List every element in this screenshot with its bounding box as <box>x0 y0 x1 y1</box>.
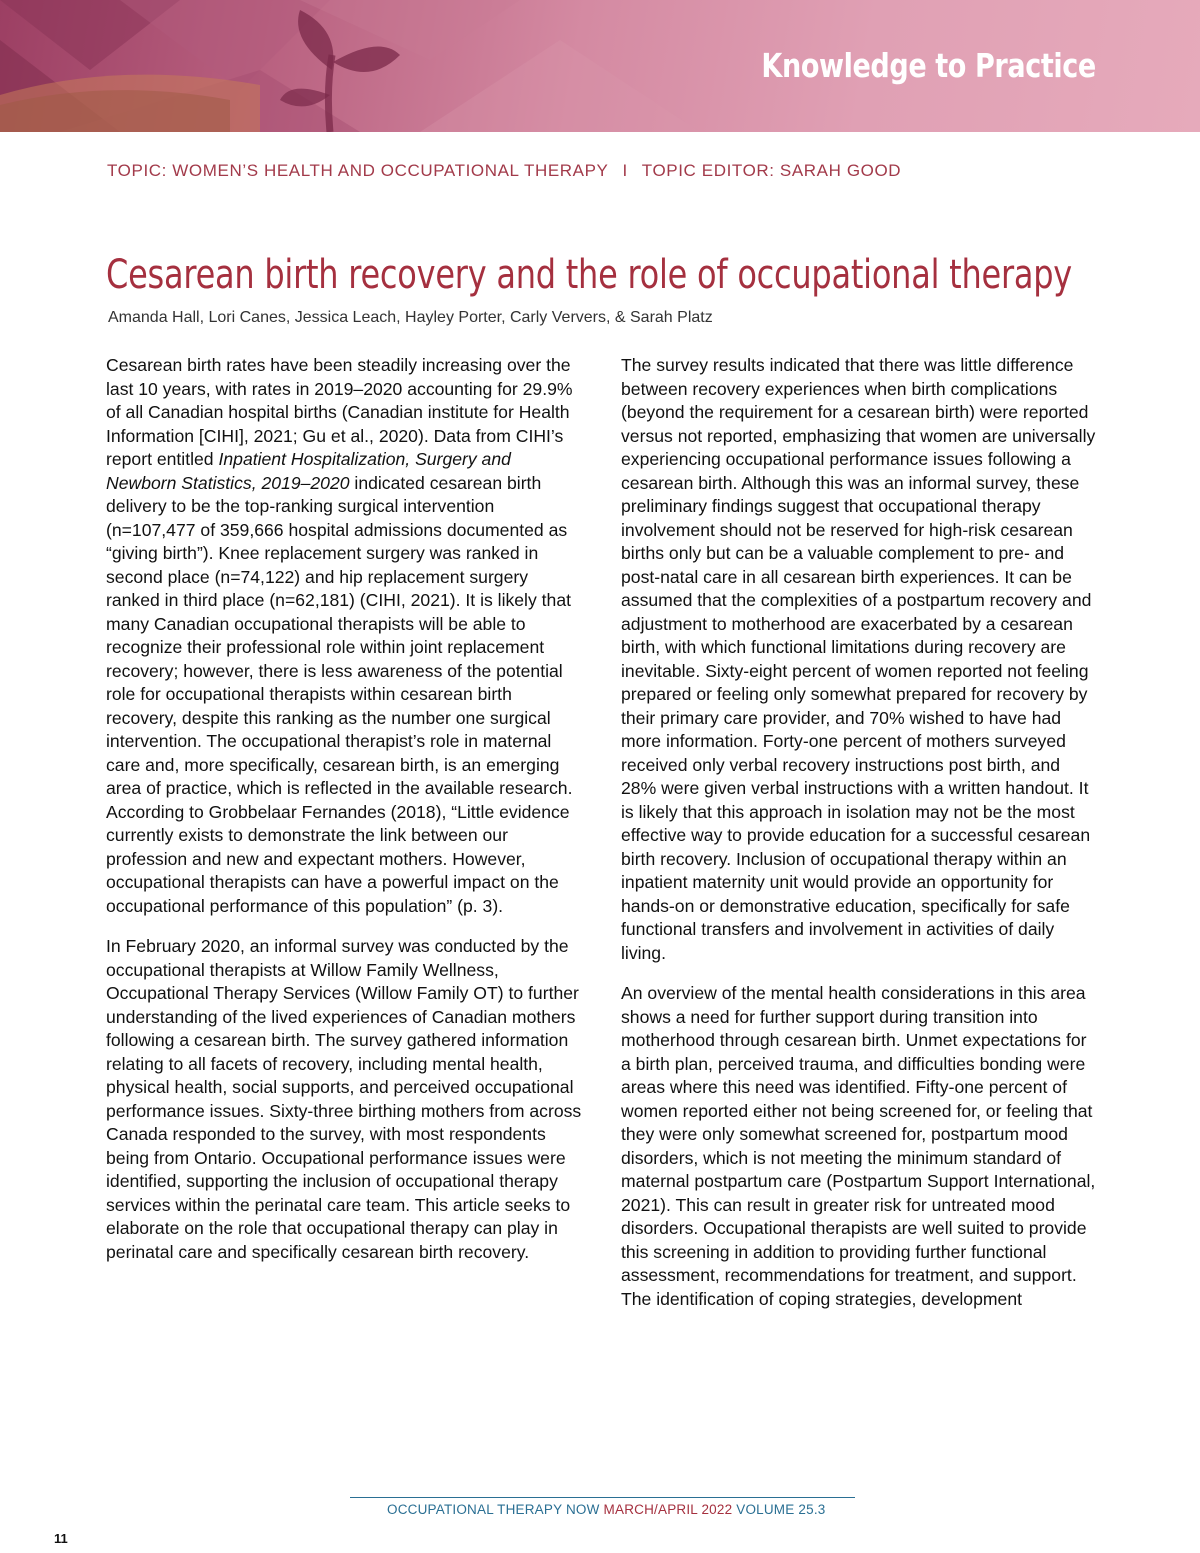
topic-line <box>107 161 901 181</box>
paragraph-survey: In February 2020, an informal survey was conducted by the occupational therapists at Willow Family Wellness, Occupational Therapy Services (Willow Family OT) to further understanding of the lived experiences of Canadian mothers following a cesarean birth. The survey gathered information relating to all facets of recovery, including mental health, physical health, social supports, and perceived occupational performance issues. Sixty-three birthing mothers from across Canada responded to the survey, with most respondents being from Ontario. Occupational performance issues were identified, supporting the inclusion of occupational therapy services within the perinatal care team. This article seeks to elaborate on the role that occupational therapy can play in perinatal care and specifically cesarean birth recovery. <box>106 936 582 1262</box>
report-title: Inpatient Hospitalization, Surgery and Newborn Statistics, 2019–2020 <box>106 449 511 493</box>
topic-editor: TOPIC EDITOR: SARAH GOOD <box>641 161 902 180</box>
page-number: 11 <box>54 1531 68 1546</box>
article-authors: Amanda Hall, Lori Canes, Jessica Leach, Hayley Porter, Carly Ververs, & Sarah Platz <box>108 309 713 326</box>
journal-issue: MARCH/APRIL 2022 <box>603 1502 733 1517</box>
section-label: Knowledge to Practice <box>761 46 1096 85</box>
paragraph-results: The survey results indicated that there was little difference between recovery experiences when birth complications (beyond the requirement for a cesarean birth) were reported versus not reported, emphasizing that women are universally experiencing occupational performance issues following a cesarean birth. Although this was an informal survey, these preliminary findings suggest that occupational therapy involvement should not be reserved for high-risk cesarean births only but can be a valuable complement to pre- and post-natal care in all cesarean birth experiences. It can be assumed that the complexities of a postpartum recovery and adjustment to motherhood are exacerbated by a cesarean birth, with which functional limitations during recovery are inevitable. Sixty-eight percent of women reported not feeling prepared or feeling only somewhat prepared for recovery by their primary care provider, and 70% wished to have had more information. Forty-one percent of mothers surveyed received only verbal recovery instructions post birth, and 28% were given verbal instructions with a written handout. It is likely that this approach in isolation may not be the most effective way to provide education for a successful cesarean birth recovery. Inclusion of occupational therapy within an inpatient maternity unit would provide an opportunity for hands-on or demonstrative education, specifically for safe functional transfers and involvement in activities of daily living. <box>621 355 1096 963</box>
paragraph-mental-health: An overview of the mental health considerations in this area shows a need for further support during transition into motherhood through cesarean birth. Unmet expectations for a birth plan, perceived trauma, and difficulties bonding were areas where this need was identified. Fifty-one percent of women reported either not being screened for, or feeling that they were only somewhat screened for, postpartum mood disorders, which is not meeting the minimum standard of maternal postpartum care (Postpartum Support International, 2021). This can result in greater risk for untreated mood disorders. Occupational therapists are well suited to provide this screening in addition to providing further functional assessment, recommendations for treatment, and support. The identification of coping strategies, development <box>621 983 1096 1309</box>
paragraph-intro: Cesarean birth rates have been steadily increasing over the last 10 years, with rates in 2019–2020 accounting for 29.9% of all Canadian hospital births (Canadian institute for Health Information [CIHI], 2021; Gu et al., 2020). Data from CIHI’s report entitled Inpatient Hospitalization, Surgery and Newborn Statistics, 2019–2020 indicated cesarean birth delivery to be the top-ranking surgical intervention (n=107,477 of 359,666 hospital admissions documented as “giving birth”). Knee replacement surgery was ranked in second place (n=74,122) and hip replacement surgery ranked in third place (n=62,181) (CIHI, 2021). It is likely that many Canadian occupational therapists will be able to recognize their professional role within joint replacement recovery; however, there is less awareness of the potential role for occupational therapists within cesarean birth recovery, despite this ranking as the number one surgical intervention. The occupational therapist’s role in maternal care and, more specifically, cesarean birth, is an emerging area of practice, which is reflected in the available research. According to Grobbelaar Fernandes (2018), “Little evidence currently exists to demonstrate the link between our profession and new and expectant mothers. However, occupational therapists can have a powerful impact on the occupational performance of this population” (p. 3). <box>106 355 573 916</box>
journal-volume: VOLUME 25.3 <box>736 1502 826 1517</box>
left-column <box>106 354 584 1281</box>
right-column <box>621 354 1099 1328</box>
topic-text: TOPIC: WOMEN’S HEALTH AND OCCUPATIONAL THERAPY <box>107 161 609 180</box>
article-title: Cesarean birth recovery and the role of occupational therapy <box>106 252 1073 298</box>
header-banner <box>0 0 1200 132</box>
footer-rule <box>350 1497 855 1498</box>
topic-separator: I <box>622 161 628 180</box>
journal-name: OCCUPATIONAL THERAPY NOW <box>387 1502 600 1517</box>
journal-footer <box>387 1502 826 1517</box>
